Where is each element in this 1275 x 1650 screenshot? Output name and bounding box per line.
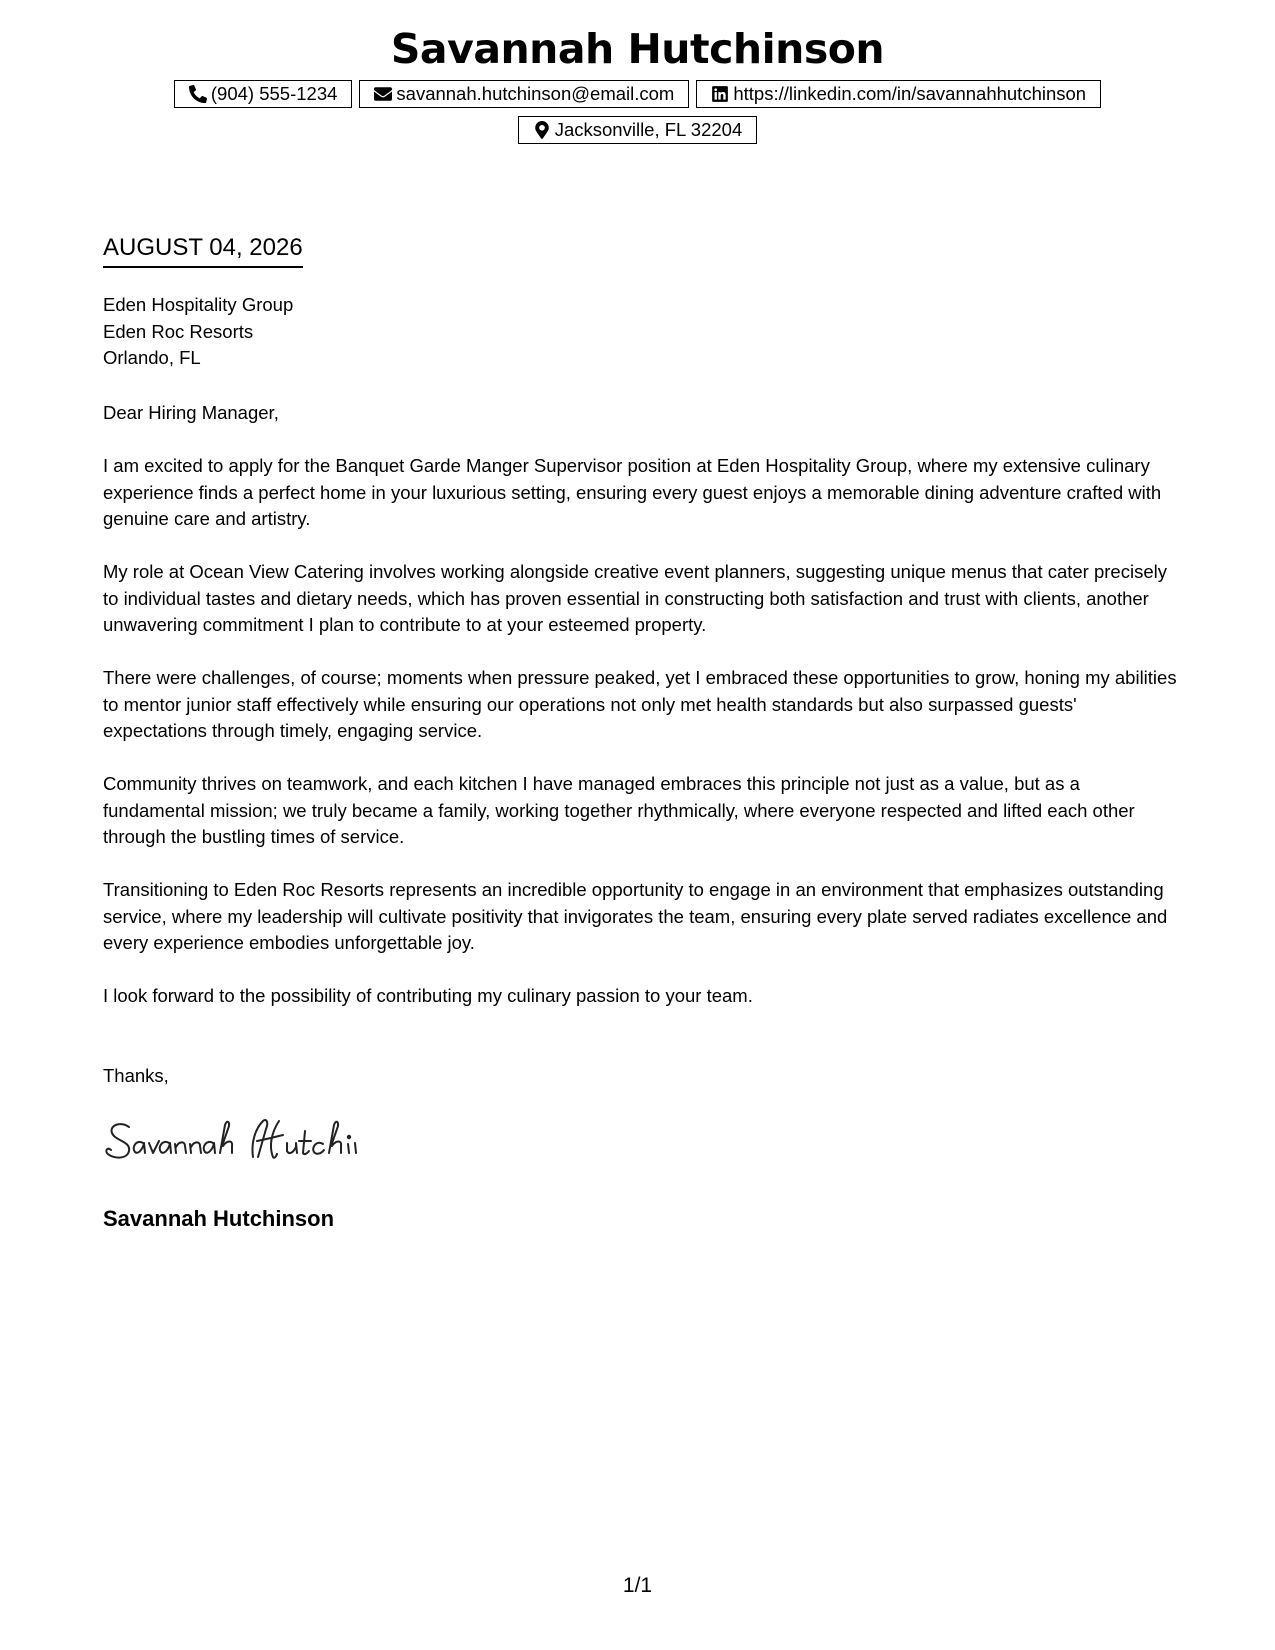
- applicant-name: Savannah Hutchinson: [390, 25, 885, 73]
- contact-email: [359, 80, 689, 108]
- body-paragraph: My role at Ocean View Catering involves working alongside creative event planners, suggesting unique menus that cater precisely to individual tastes and dietary needs, which has proven essential in constructing both satisfaction and trust with clients, another unwavering commitment I plan to contribute to at your esteemed property.: [103, 561, 1167, 635]
- recipient-address: [103, 292, 1183, 372]
- closing: Thanks,: [103, 1065, 169, 1086]
- body-paragraph: Community thrives on teamwork, and each kitchen I have managed embraces this principle not just as a value, but as a fundamental mission; we truly became a family, working together rhythmically, where everyone respected and lifted each other through the bustling times of service.: [103, 773, 1135, 847]
- location-text: Jacksonville, FL 32204: [554, 119, 743, 140]
- handwritten-signature: [103, 1113, 363, 1169]
- recipient-line: Eden Hospitality Group: [103, 294, 294, 315]
- phone-text: (904) 555-1234: [210, 83, 338, 104]
- contact-location: [518, 116, 758, 144]
- contact-phone: [174, 80, 353, 108]
- contact-linkedin: [696, 80, 1101, 108]
- signer-name: Savannah Hutchinson: [103, 1206, 335, 1231]
- map-pin-icon: [533, 121, 551, 139]
- linkedin-icon: [711, 85, 729, 103]
- body-paragraph: I am excited to apply for the Banquet Garde Manger Supervisor position at Eden Hospitality Group, where my extensive culinary experience finds a perfect home in your luxurious setting, ensuring every guest enjoys a memorable dining adventure crafted with genuine care and artistry.: [103, 455, 1162, 529]
- letter-body: [103, 453, 1183, 1036]
- contact-info: [60, 80, 1215, 144]
- recipient-line: Orlando, FL: [103, 347, 201, 368]
- page-number: 1/1: [622, 1574, 653, 1597]
- envelope-icon: [374, 85, 392, 103]
- body-paragraph: Transitioning to Eden Roc Resorts represents an incredible opportunity to engage in an environment that emphasizes outstanding service, where my leadership will cultivate positivity that invigorates the team, ensuring every plate served radiates excellence and every experience embodies unforgettable joy.: [103, 879, 1168, 953]
- phone-icon: [189, 85, 207, 103]
- body-paragraph: I look forward to the possibility of contributing my culinary passion to your team.: [103, 985, 753, 1006]
- salutation: Dear Hiring Manager,: [103, 402, 279, 423]
- linkedin-text: https://linkedin.com/in/savannahhutchinson: [733, 83, 1087, 104]
- letter-date: AUGUST 04, 2026: [103, 233, 303, 268]
- recipient-line: Eden Roc Resorts: [103, 320, 254, 342]
- body-paragraph: There were challenges, of course; moments when pressure peaked, yet I embraced these opportunities to grow, honing my abilities to mentor junior staff effectively while ensuring our operations not only met health standards but also surpassed guests' expectations through timely, engaging service.: [103, 667, 1177, 741]
- email-text: savannah.hutchinson@email.com: [396, 83, 675, 104]
